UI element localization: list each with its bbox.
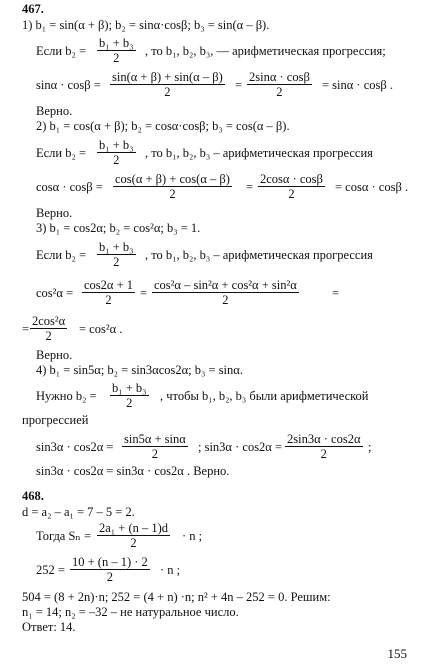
p467-item1-condition-text: , то b₁, b₂, b₃, — арифметическая прогрессия; (145, 44, 386, 58)
p467-item4-continuation: прогрессией (22, 413, 89, 427)
p467-item1-condition-fraction: $\frac{\text{b₁ + b₃}}{2}$ (99, 36, 134, 65)
p467-item2-proof-fraction-2: $\frac{2\cos\alpha \cdot \cos\beta}{2}$ (260, 172, 323, 201)
p467-item1-verdict: Верно. (36, 104, 73, 118)
problem-467-heading: 467. (22, 2, 44, 16)
p468-difference: d = a₂ – a₁ = 7 – 5 = 2. (22, 505, 135, 519)
p467-item4-condition-label: Нужно b₂ = (36, 389, 97, 403)
p468-sum-formula-label: Тогда Sₙ = (36, 529, 92, 543)
p467-item3-definition: 3) b₁ = cos2α; b₂ = cos²α; b₃ = 1. (36, 221, 201, 235)
p467-item2-proof-lhs: cosα · cosβ = (36, 180, 103, 194)
p467-item1-proof-lhs: sinα · cosβ = (36, 78, 101, 92)
p467-item4-condition-text: , чтобы b₁, b₂, b₃ были арифметической (160, 389, 369, 403)
p468-equation-fraction: $\frac{10 + (n - 1) \cdot 2}{2}$ (72, 555, 148, 584)
p468-equation-lhs: 252 = (36, 563, 65, 577)
p467-item2-definition: 2) b₁ = cos(α + β); b₂ = cosα·cosβ; b₃ = cos(α – β). (36, 119, 290, 133)
p468-equation-tail: · n ; (160, 563, 181, 577)
p467-item2-verdict: Верно. (36, 206, 73, 220)
p467-item1-proof-equals: = (235, 78, 243, 92)
p467-item1-condition-label: Если b₂ = (36, 44, 87, 58)
p467-item3-condition-label: Если b₂ = (36, 248, 87, 262)
p467-item2-proof-equals: = (246, 180, 254, 194)
p467-item1-proof-fraction-2: $\frac{2\sin\alpha \cdot \cos\beta}{2}$ (249, 70, 310, 99)
p467-item1-proof-fraction-1: $\frac{\sin(\alpha + \beta) + \sin(\alpha - \beta)}{2}$ (112, 70, 223, 99)
p467-item4-definition: 4) b₁ = sin5α; b₂ = sin3αcos2α; b₃ = sinα. (36, 363, 243, 377)
p467-item1-proof-result: = sinα · cosβ . (322, 78, 393, 92)
p467-item4-proof-middle: ; sin3α · cos2α = (198, 440, 283, 454)
p467-item4-proof-end: ; (368, 440, 372, 454)
p467-item2-proof-fraction-1: $\frac{\cos(\alpha + \beta) + \cos(\alpha - \beta)}{2}$ (115, 172, 230, 201)
p467-item3-proof-trailing-equals: = (332, 286, 340, 300)
page-number: 155 (387, 646, 407, 661)
p468-roots: n₁ = 14; n₂ = –32 – не натуральное число. (22, 605, 239, 619)
p467-item3-condition-fraction: $\frac{\text{b₁ + b₃}}{2}$ (99, 240, 134, 269)
p467-item3-proof-fraction-2: $\frac{\text{cos²α – sin²α + cos²α + sin²α}}{2}$ (154, 278, 297, 307)
p468-quadratic: 504 = (8 + 2n)·n; 252 = (4 + n) ·n; n² + 4n – 252 = 0. Решим: (22, 590, 331, 604)
p467-item2-condition-text: , то b₁, b₂, b₃ – арифметическая прогрессия (145, 146, 373, 160)
p467-item4-proof-lhs: sin3α · cos2α = (36, 440, 114, 454)
p467-item4-proof-fraction-1: $\frac{\sin 5\alpha + \sin\alpha}{2}$ (124, 432, 186, 461)
p467-item3-proof-fraction-1: $\frac{\cos 2\alpha + 1}{2}$ (84, 278, 134, 307)
p467-item4-verdict: sin3α · cos2α = sin3α · cos2α . Верно. (36, 464, 230, 478)
p467-item3-proof-equals: = (140, 286, 148, 300)
p468-sum-formula-fraction: $\frac{\text{2a₁ + (n – 1)d}}{2}$ (99, 521, 169, 550)
problem-468-heading: 468. (22, 489, 44, 503)
p467-item2-proof-result: = cosα · cosβ . (335, 180, 409, 194)
p467-item3-continuation-result: = cos²α . (79, 322, 123, 336)
p467-item4-condition-fraction: $\frac{\text{b₁ + b₃}}{2}$ (112, 381, 147, 410)
p467-item3-continuation-equals: = (22, 322, 30, 336)
p467-item3-proof-lhs: cos²α = (36, 286, 74, 300)
p468-sum-formula-tail: · n ; (182, 529, 203, 543)
p467-item2-condition-fraction: $\frac{\text{b₁ + b₃}}{2}$ (99, 138, 134, 167)
p467-item4-proof-fraction-2: $\frac{2\sin 3\alpha \cdot \cos 2\alpha}{2}$ (287, 432, 361, 461)
p467-item1-definition: 1) b₁ = sin(α + β); b₂ = sinα·cosβ; b₃ = sin(α – β). (22, 18, 270, 32)
p467-item2-condition-label: Если b₂ = (36, 146, 87, 160)
p467-item3-verdict: Верно. (36, 348, 73, 362)
p468-answer: Ответ: 14. (22, 620, 76, 634)
p467-item3-condition-text: , то b₁, b₂, b₃ – арифметическая прогрессия (145, 248, 373, 262)
p467-item3-continuation-fraction: $\frac{\text{2cos²α}}{2}$ (32, 314, 66, 343)
